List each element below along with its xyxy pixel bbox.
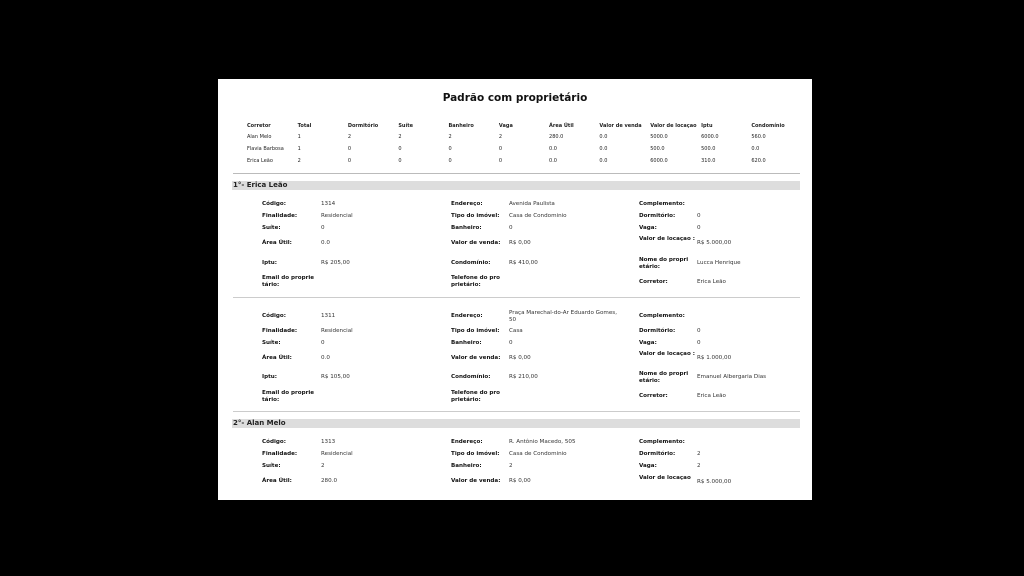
area-label: Área Útil:: [262, 478, 292, 484]
summary-header: Valor de locaçao: [650, 123, 697, 129]
summary-header: Banheiro: [448, 123, 474, 129]
summary-cell: 6000.0: [650, 158, 668, 165]
finalidade-value: Residencial: [321, 213, 353, 219]
suite-label: Suíte:: [262, 225, 281, 231]
summary-cell: Alan Melo: [247, 134, 272, 141]
endereco-label: Endereço:: [451, 201, 483, 207]
finalidade-value: Residencial: [321, 451, 353, 457]
summary-table: [247, 121, 802, 168]
tipo-value: Casa de Condominio: [509, 213, 567, 219]
summary-header: Total: [297, 123, 312, 129]
venda-value: R$ 0,00: [509, 478, 531, 484]
vaga-label: Vaga:: [639, 340, 657, 346]
summary-cell: 0: [498, 146, 503, 153]
report-page: [218, 79, 812, 500]
card-divider: [233, 297, 800, 298]
endereco-label: Endereço:: [451, 439, 483, 445]
codigo-label: Código:: [262, 439, 286, 445]
summary-cell: 0.0: [549, 158, 557, 165]
summary-cell: Erica Leão: [247, 158, 273, 165]
summary-cell: 2: [297, 158, 301, 165]
vaga-value: 2: [697, 463, 701, 469]
report-title: Padrão com proprietário: [442, 92, 588, 104]
tipo-label: Tipo do imóvel:: [451, 328, 500, 334]
summary-header: Vaga: [498, 123, 513, 129]
condominio-value: R$ 410,00: [509, 260, 538, 266]
nome-proprietario-value: Emanuel Albergaria Dias: [697, 374, 767, 380]
complemento-label: Complemento:: [639, 313, 685, 319]
endereco-value: Praça Marechal-do-Ar Eduardo Gomes, 50: [509, 310, 618, 323]
dormitorio-value: 0: [697, 328, 701, 334]
suite-label: Suíte:: [262, 463, 281, 469]
iptu-label: Iptu:: [262, 260, 277, 266]
endereco-value: Avenida Paulista: [509, 201, 555, 207]
iptu-label: Iptu:: [262, 374, 277, 380]
summary-cell: 0: [448, 158, 452, 165]
summary-cell: 5000.0: [650, 134, 668, 141]
dormitorio-value: 2: [697, 451, 701, 457]
locacao-label: Valor de locaçao :: [639, 351, 695, 357]
nome-proprietario-label: Nome do propri etário:: [639, 371, 689, 384]
nome-proprietario-label: Nome do propri etário:: [639, 257, 689, 270]
area-label: Área Útil:: [262, 240, 292, 246]
dormitorio-label: Dormitório:: [639, 451, 676, 457]
venda-label: Valor de venda:: [451, 355, 501, 361]
codigo-value: 1314: [321, 201, 336, 207]
endereco-value: R. Antônio Macedo, 505: [509, 439, 576, 445]
summary-cell: 0: [347, 158, 351, 165]
tipo-label: Tipo do imóvel:: [451, 451, 500, 457]
finalidade-value: Residencial: [321, 328, 353, 334]
iptu-value: R$ 205,00: [321, 260, 350, 266]
dormitorio-value: 0: [697, 213, 701, 219]
summary-header: Condomínio: [751, 123, 785, 129]
summary-header: Iptu: [701, 123, 713, 129]
nome-proprietario-value: Lucca Henrique: [697, 260, 741, 266]
section-header: 1°- Erica Leão: [232, 181, 800, 190]
iptu-value: R$ 105,00: [321, 374, 350, 380]
summary-cell: 620.0: [751, 158, 766, 165]
locacao-value: R$ 5.000,00: [697, 240, 732, 246]
summary-cell: Flavia Barbosa: [247, 146, 284, 153]
vaga-value: 0: [697, 225, 701, 231]
dormitorio-label: Dormitório:: [639, 328, 676, 334]
vaga-label: Vaga:: [639, 463, 657, 469]
codigo-label: Código:: [262, 201, 286, 207]
suite-value: 0: [321, 340, 325, 346]
summary-cell: 560.0: [751, 134, 766, 141]
summary-cell: 2: [498, 134, 503, 141]
suite-value: 2: [321, 463, 325, 469]
codigo-value: 1311: [321, 313, 336, 319]
summary-divider: [233, 173, 800, 174]
tipo-value: Casa de Condominio: [509, 451, 567, 457]
summary-cell: 0.0: [599, 158, 608, 165]
corretor-label: Corretor:: [639, 393, 668, 399]
condominio-label: Condomínio:: [451, 260, 491, 266]
banheiro-value: 0: [509, 225, 513, 231]
summary-cell: 500.0: [701, 146, 716, 153]
tipo-label: Tipo do imóvel:: [451, 213, 500, 219]
summary-cell: 500.0: [650, 146, 665, 153]
summary-header: Valor de venda: [599, 123, 642, 129]
venda-value: R$ 0,00: [509, 355, 531, 361]
banheiro-value: 0: [509, 340, 513, 346]
venda-label: Valor de venda:: [451, 240, 501, 246]
area-value: 0.0: [321, 355, 330, 361]
corretor-value: Erica Leão: [697, 393, 726, 399]
table-row: [247, 155, 802, 167]
summary-cell: 2: [448, 134, 452, 141]
summary-cell: 0: [347, 146, 351, 153]
suite-value: 0: [321, 225, 325, 231]
summary-cell: 6000.0: [701, 134, 719, 141]
card-divider: [233, 411, 800, 412]
locacao-label: Valor de locaçao :: [639, 236, 695, 242]
summary-cell: 0.0: [751, 146, 760, 153]
banheiro-label: Banheiro:: [451, 463, 482, 469]
codigo-value: 1313: [321, 439, 336, 445]
vaga-label: Vaga:: [639, 225, 657, 231]
summary-cell: 0: [398, 146, 402, 153]
summary-cell: 0: [448, 146, 452, 153]
banheiro-label: Banheiro:: [451, 225, 482, 231]
venda-value: R$ 0,00: [509, 240, 531, 246]
summary-cell: 0.0: [549, 146, 557, 153]
summary-header-row: [247, 121, 802, 131]
email-label: Email do proprie tário:: [262, 390, 315, 403]
summary-header: Área Útil: [549, 123, 574, 129]
endereco-label: Endereço:: [451, 313, 483, 319]
banheiro-label: Banheiro:: [451, 340, 482, 346]
summary-header: Suíte: [398, 123, 413, 129]
telefone-label: Telefone do pro prietário:: [451, 390, 500, 403]
section-header: 2°- Alan Melo: [232, 419, 800, 428]
summary-cell: 280.0: [549, 134, 564, 141]
finalidade-label: Finalidade:: [262, 451, 298, 457]
summary-cell: 1: [297, 134, 301, 141]
email-label: Email do proprie tário:: [262, 275, 315, 288]
locacao-value: R$ 1.000,00: [697, 355, 732, 361]
area-value: 0.0: [321, 240, 330, 246]
banheiro-value: 2: [509, 463, 513, 469]
complemento-label: Complemento:: [639, 201, 685, 207]
complemento-label: Complemento:: [639, 439, 685, 445]
summary-cell: 2: [347, 134, 351, 141]
table-row: [247, 131, 802, 143]
summary-header: Dormitório: [347, 123, 379, 129]
summary-header: Corretor: [247, 123, 271, 129]
locacao-label: Valor de locaçao: [639, 475, 691, 481]
table-row: [247, 143, 802, 155]
finalidade-label: Finalidade:: [262, 328, 298, 334]
summary-cell: 2: [398, 134, 402, 141]
corretor-label: Corretor:: [639, 279, 668, 285]
summary-cell: 0.0: [599, 134, 608, 141]
area-label: Área Útil:: [262, 355, 292, 361]
telefone-label: Telefone do pro prietário:: [451, 275, 500, 288]
summary-cell: 0.0: [599, 146, 608, 153]
summary-cell: 0: [498, 158, 503, 165]
locacao-value: R$ 5.000,00: [697, 479, 732, 485]
summary-cell: 310.0: [701, 158, 716, 165]
vaga-value: 0: [697, 340, 701, 346]
suite-label: Suíte:: [262, 340, 281, 346]
finalidade-label: Finalidade:: [262, 213, 298, 219]
tipo-value: Casa: [509, 328, 523, 334]
dormitorio-label: Dormitório:: [639, 213, 676, 219]
summary-cell: 0: [398, 158, 402, 165]
condominio-value: R$ 210,00: [509, 374, 538, 380]
corretor-value: Erica Leão: [697, 279, 726, 285]
condominio-label: Condomínio:: [451, 374, 491, 380]
venda-label: Valor de venda:: [451, 478, 501, 484]
summary-cell: 1: [297, 146, 301, 153]
codigo-label: Código:: [262, 313, 286, 319]
area-value: 280.0: [321, 478, 338, 484]
